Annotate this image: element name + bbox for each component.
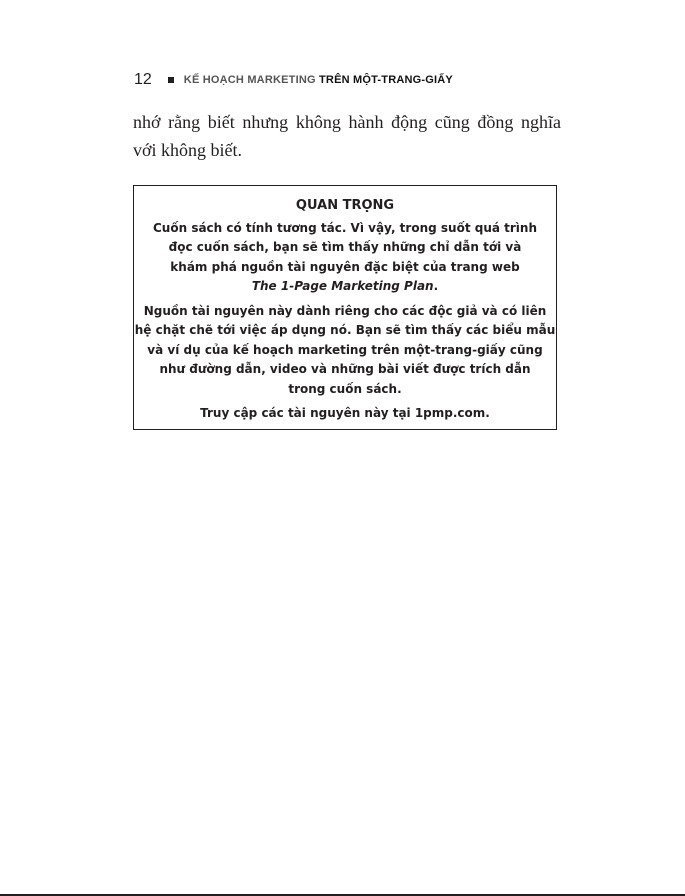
callout-line: trong cuốn sách. [288, 381, 402, 396]
callout-line [134, 277, 556, 297]
page-number: 12 [134, 71, 152, 88]
callout-line: khám phá nguồn tài nguyên đặc biệt của trang web [170, 259, 520, 274]
callout-line: hệ chặt chẽ tới việc áp dụng nó. Bạn sẽ tìm thấy các biểu mẫu [134, 323, 556, 337]
callout-title: QUAN TRỌNG [295, 198, 395, 213]
book-title: The 1-Page Marketing Plan [251, 279, 434, 293]
callout-line: đọc cuốn sách, bạn sẽ tìm thấy những chỉ dẫn tới và [168, 240, 522, 254]
body-line: nhớ rằng biết nhưng không hành động cũng đồng nghĩa [133, 112, 561, 132]
important-callout-box [133, 185, 557, 430]
callout-paragraph [134, 404, 556, 424]
callout-access-line: Truy cập các tài nguyên này tại 1pmp.com. [200, 406, 490, 420]
body-line: với không biết. [133, 140, 243, 160]
callout-line: Cuốn sách có tính tương tác. Vì vậy, trong suốt quá trình [153, 220, 537, 235]
running-header [134, 71, 453, 89]
callout-paragraph [134, 302, 556, 400]
callout-paragraph [134, 219, 556, 297]
running-title-part1: KẾ HOẠCH MARKETING [183, 74, 316, 86]
body-paragraph [133, 108, 561, 164]
callout-line: và ví dụ của kế hoạch marketing trên một-trang-giấy cũng [147, 342, 543, 357]
running-title-part2: TRÊN MỘT-TRANG-GIẤY [319, 74, 453, 86]
period: . [433, 279, 439, 293]
callout-line: như đường dẫn, video và những bài viết được trích dẫn [159, 362, 531, 376]
running-title [184, 74, 453, 86]
square-bullet-icon [168, 77, 174, 83]
callout-line: Nguồn tài nguyên này dành riêng cho các độc giả và có liên [143, 303, 547, 318]
